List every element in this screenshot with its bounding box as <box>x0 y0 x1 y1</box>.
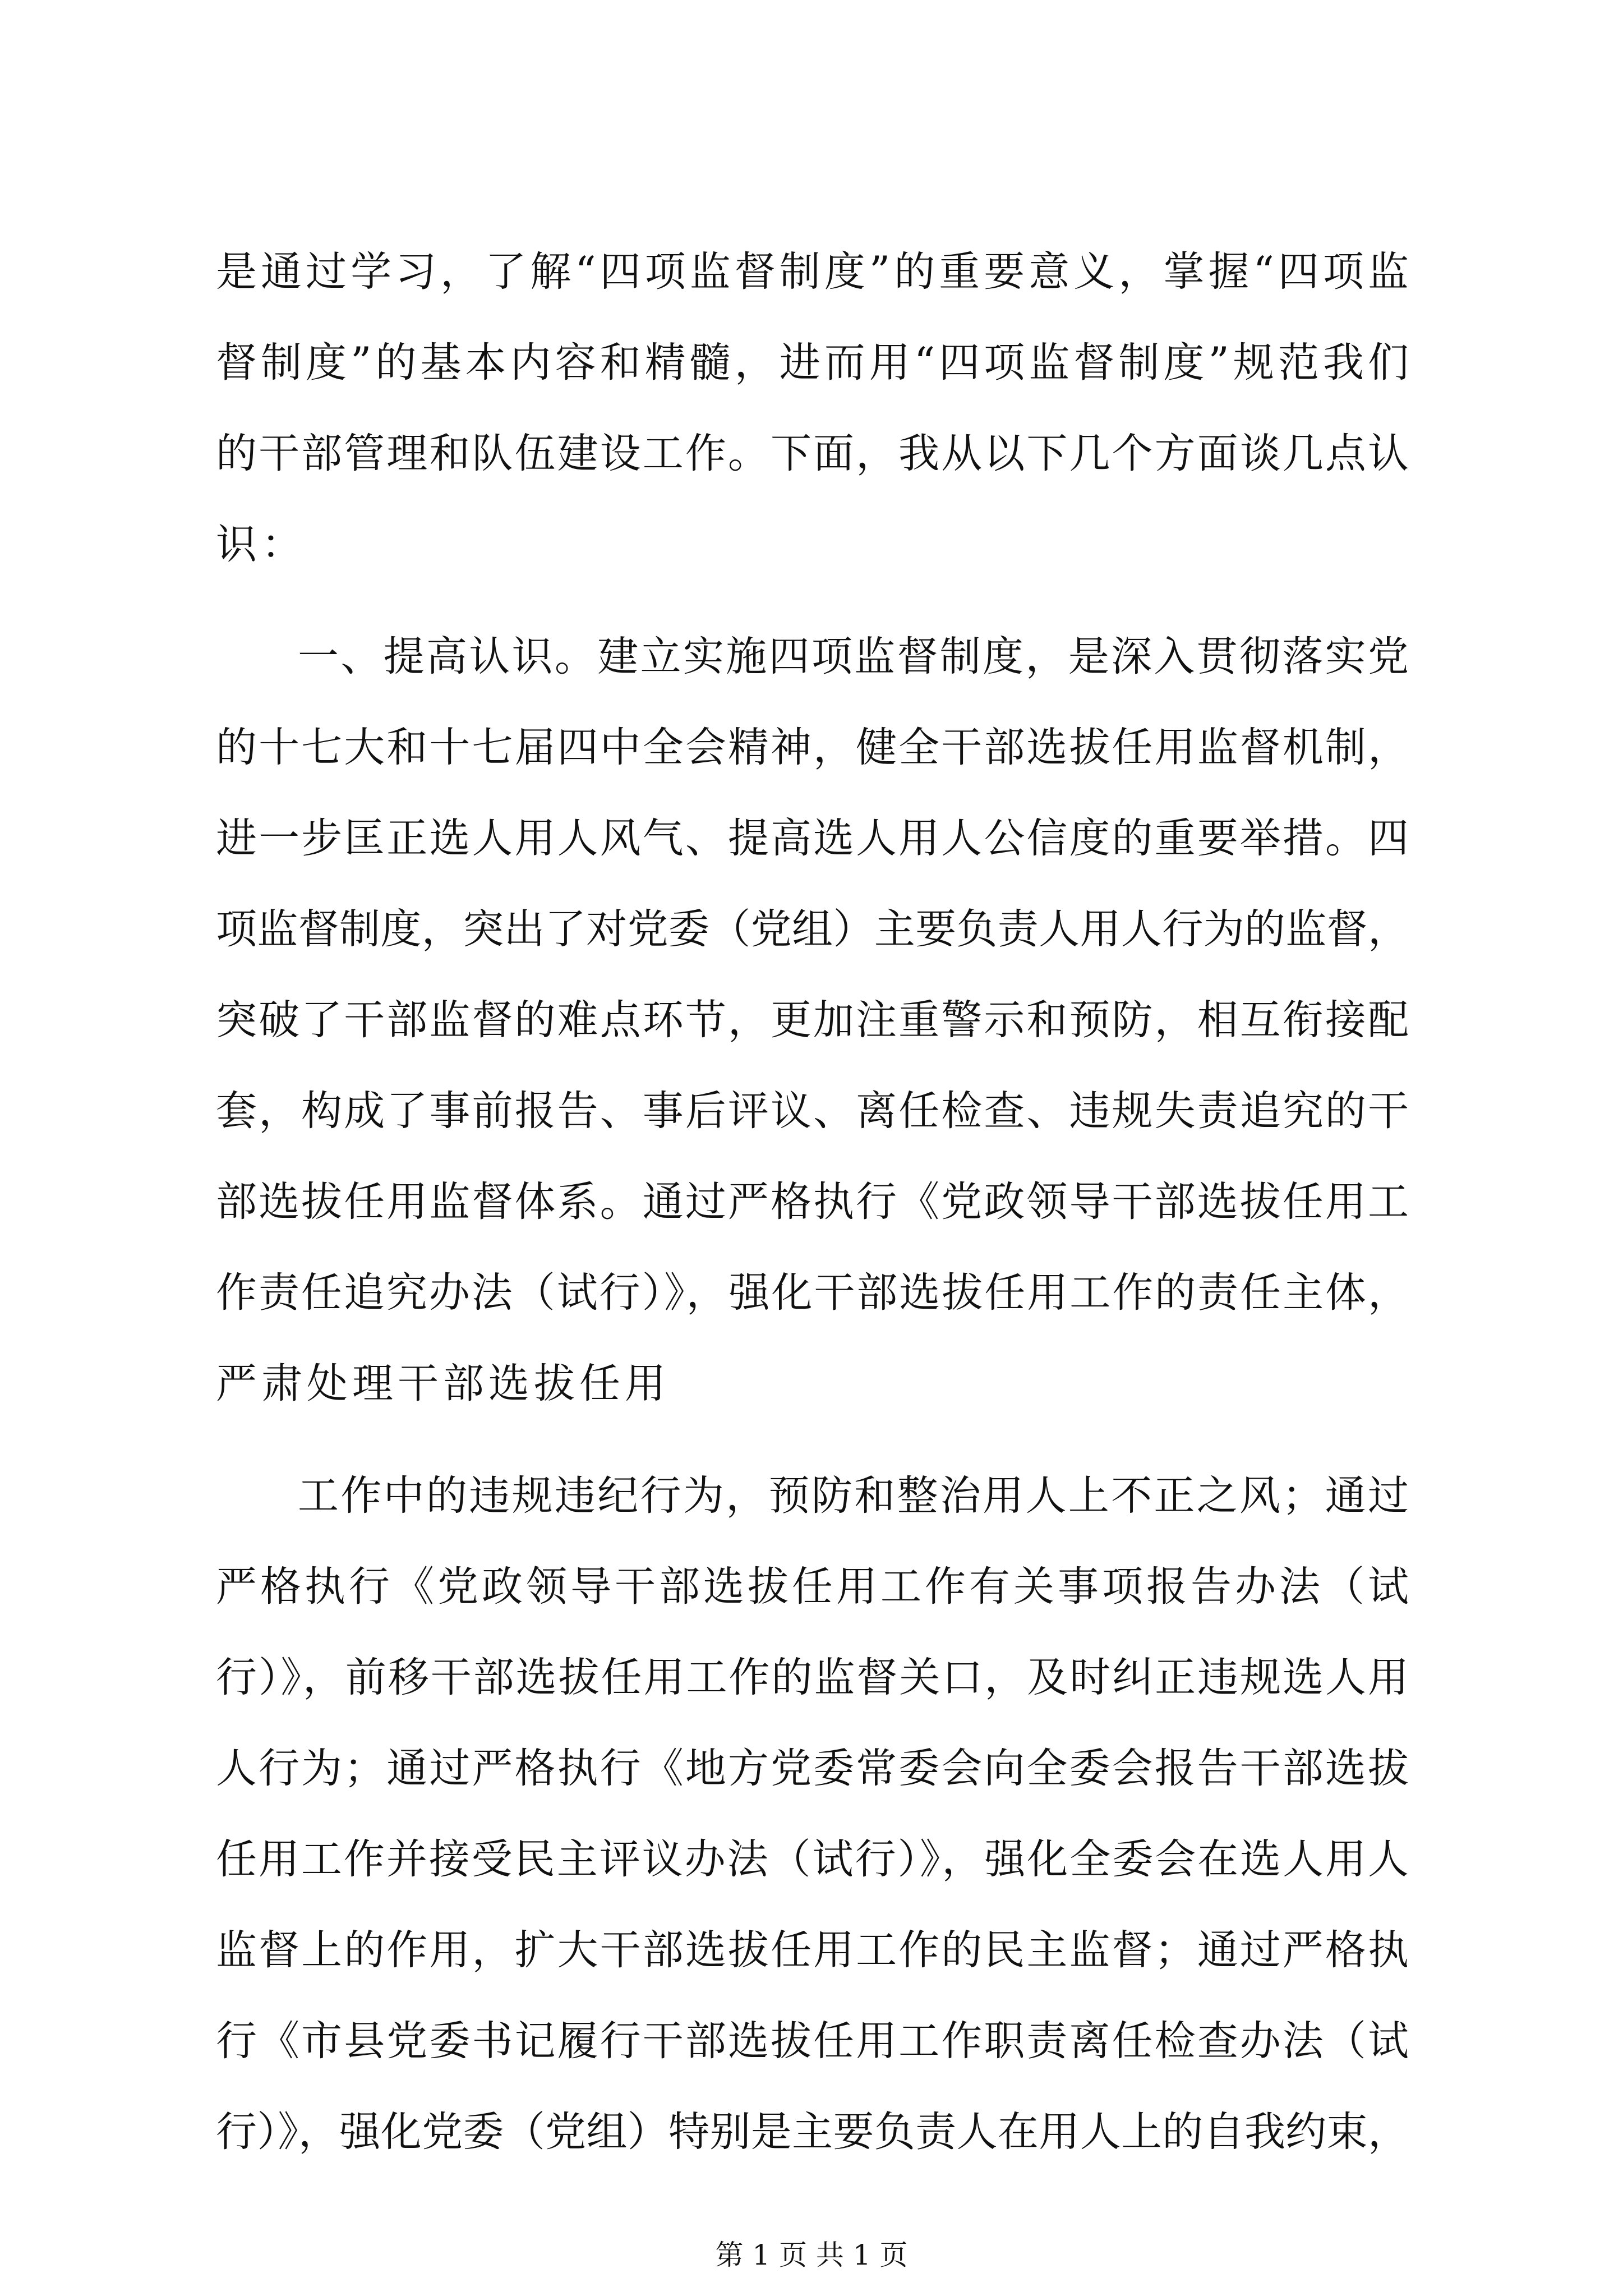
text-line: 项监督制度，突出了对党委（党组）主要负责人用人行为的监督， <box>216 905 1409 953</box>
text-line: 人行为；通过严格执行《地方党委常委会向全委会报告干部选拔 <box>216 1745 1411 1792</box>
text-line: 严格执行《党政领导干部选拔任用工作有关事项报告办法（试 <box>216 1563 1412 1611</box>
text-line: 的十七大和十七届四中全会精神，健全干部选拔任用监督机制， <box>216 724 1411 771</box>
text-line: 行）》，强化党委（党组）特别是主要负责人在用人上的自我约束， <box>216 2108 1409 2156</box>
text-line: 作责任追究办法（试行）》，强化干部选拔任用工作的责任主体， <box>216 1269 1410 1317</box>
page-footer: 第 1 页 共 1 页 <box>715 2239 908 2271</box>
text-line: 套，构成了事前报告、事后评议、离任检查、违规失责追究的干 <box>216 1087 1411 1135</box>
text-line: 进一步匡正选人用人风气、提高选人用人公信度的重要举措。四 <box>216 815 1411 862</box>
text-line: 是通过学习，了解“四项监督制度”的重要意义，掌握“四项监 <box>216 248 1413 296</box>
text-line: 督制度”的基本内容和精髓，进而用“四项监督制度”规范我们 <box>216 339 1413 386</box>
text-line: 任用工作并接受民主评议办法（试行）》，强化全委会在选人用人 <box>216 1835 1410 1883</box>
text-line: 监督上的作用，扩大干部选拔任用工作的民主监督；通过严格执 <box>216 1926 1411 1974</box>
text-line: 部选拔任用监督体系。通过严格执行《党政领导干部选拔任用工 <box>216 1178 1411 1226</box>
text-line: 一、提高认识。建立实施四项监督制度，是深入贯彻落实党 <box>298 633 1411 680</box>
text-line: 突破了干部监督的难点环节，更加注重警示和预防，相互衔接配 <box>216 996 1411 1044</box>
text-line: 识： <box>216 521 307 568</box>
text-line: 行《市县党委书记履行干部选拔任用工作职责离任检查办法（试 <box>216 2017 1411 2065</box>
text-line: 严肃处理干部选拔任用 <box>216 1360 670 1407</box>
text-line: 的干部管理和队伍建设工作。下面，我从以下几个方面谈几点认 <box>216 430 1411 477</box>
text-line: 行）》，前移干部选拔任用工作的监督关口，及时纠正违规选人用 <box>216 1654 1410 1701</box>
text-line: 工作中的违规违纪行为，预防和整治用人上不正之风；通过 <box>298 1472 1411 1520</box>
